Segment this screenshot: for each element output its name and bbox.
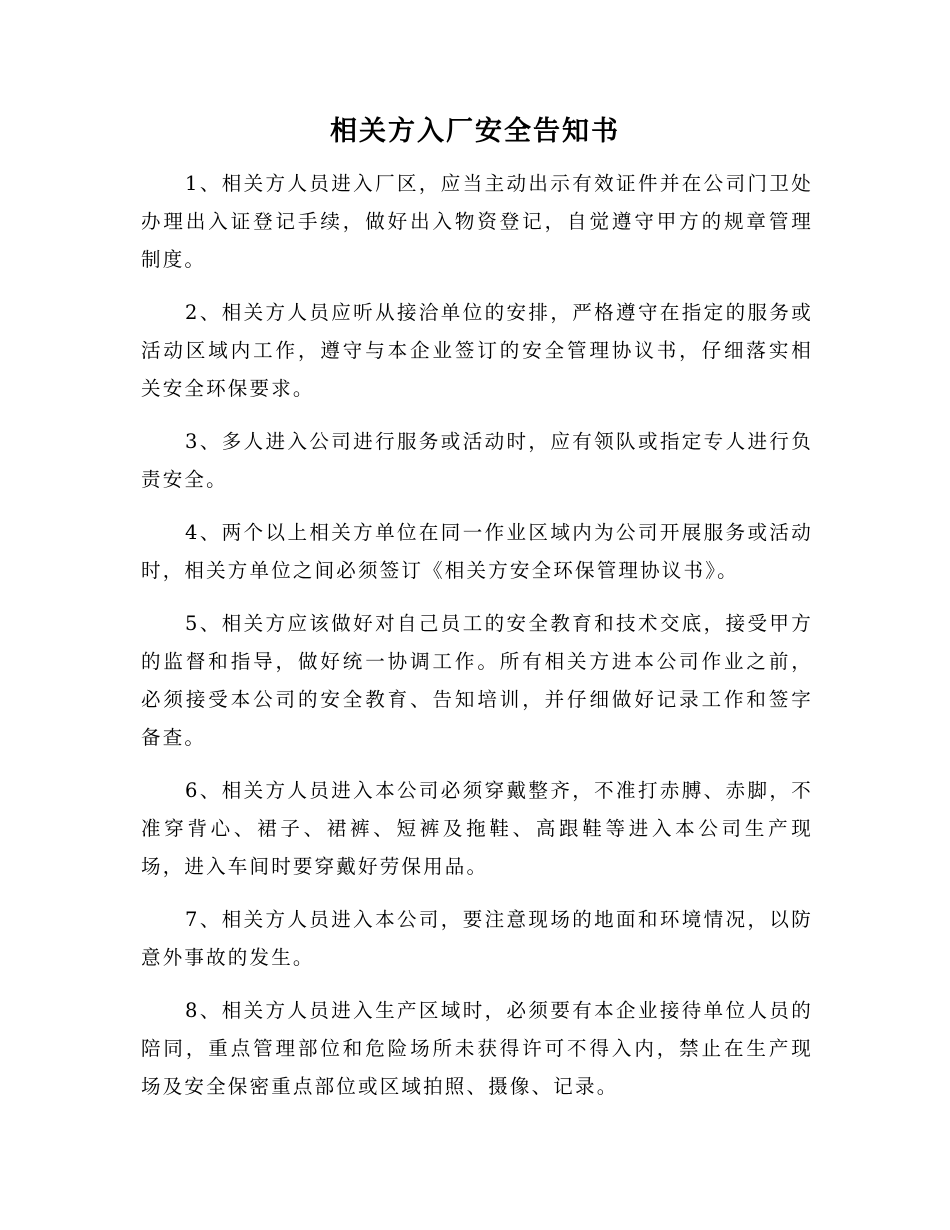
paragraph-4: 4、两个以上相关方单位在同一作业区域内为公司开展服务或活动时，相关方单位之间必须签订《相关方安全环保管理协议书》。	[141, 521, 813, 582]
paragraph-5: 5、相关方应该做好对自己员工的安全教育和技术交底，接受甲方的监督和指导，做好统一协调工作。所有相关方进本公司作业之前，必须接受本公司的安全教育、告知培训，并仔细做好记录工作和签字备查。	[141, 612, 813, 749]
paragraph-3: 3、多人进入公司进行服务或活动时，应有领队或指定专人进行负责安全。	[141, 430, 813, 491]
paragraph-8: 8、相关方人员进入生产区域时，必须要有本企业接待单位人员的陪同，重点管理部位和危险场所未获得许可不得入内，禁止在生产现场及安全保密重点部位或区域拍照、摄像、记录。	[141, 999, 813, 1098]
document-title: 相关方入厂安全告知书	[330, 116, 620, 147]
paragraph-6: 6、相关方人员进入本公司必须穿戴整齐，不准打赤膊、赤脚，不准穿背心、裙子、裙裤、短裤及拖鞋、高跟鞋等进入本公司生产现场，进入车间时要穿戴好劳保用品。	[141, 779, 813, 878]
document-body	[141, 165, 813, 1121]
paragraph-2: 2、相关方人员应听从接洽单位的安排，严格遵守在指定的服务或活动区域内工作，遵守与本企业签订的安全管理协议书，仔细落实相关安全环保要求。	[141, 301, 813, 400]
paragraph-7: 7、相关方人员进入本公司，要注意现场的地面和环境情况，以防意外事故的发生。	[141, 908, 813, 969]
paragraph-1: 1、相关方人员进入厂区，应当主动出示有效证件并在公司门卫处办理出入证登记手续，做好出入物资登记，自觉遵守甲方的规章管理制度。	[141, 172, 813, 271]
